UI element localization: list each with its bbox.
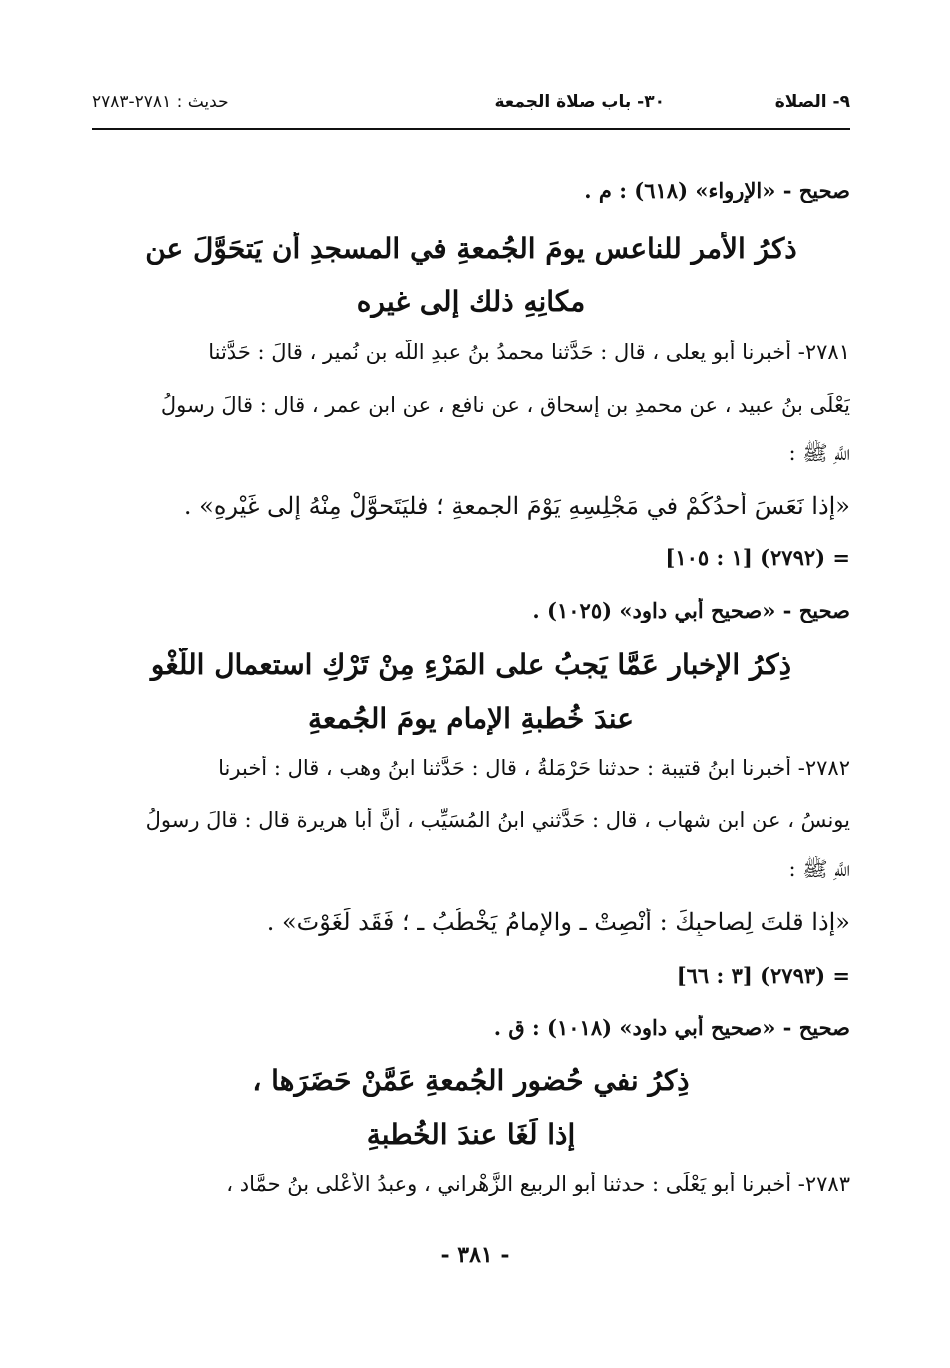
- grading-line: صحيح - «صحيح أبي داود» (١٠١٨) : ق .: [493, 1015, 850, 1040]
- isnad-line: اللَّهِ ﷺ :: [788, 441, 850, 465]
- hadith-text-line: «إذا قلتَ لِصاحبِكَ : أنْصِتْ ـ والإمامُ يَخْطُبُ ـ ؛ فَقَد لَغَوْتَ» .: [266, 908, 850, 936]
- chapter-heading-line: ذِكرُ الإخبارِ عَمَّا يَجبُ على المَرْءِ مِنْ تَرْكِ استعمال اللَّغْوِ: [150, 648, 792, 681]
- running-header: [92, 92, 850, 122]
- page-number: - ٣٨١ -: [440, 1242, 510, 1268]
- isnad-line: ٢٧٨٣- أخبرنا أبو يَعْلَى : حدثنا أبو الربيعِ الزَّهْراني ، وعبدُ الأَعْلى بنُ حمَّاد ،: [226, 1172, 850, 1196]
- hadith-text-line: «إذا نَعَسَ أحدُكُمْ في مَجْلِسِهِ يَوْمَ الجمعةِ ؛ فليَتَحوَّلْ مِنْهُ إلى غَيْرِهِ» .: [183, 492, 850, 520]
- reference-line: = (٢٧٩٣) [٣ : ٦٦]: [676, 963, 850, 988]
- chapter-heading-line: ذكرُ الأمرِ للناعسِ يومَ الجُمعةِ في المسجدِ أن يَتحَوَّلَ عن: [145, 232, 797, 265]
- isnad-line: يَعْلَى بنُ عبيد ، عن محمدِ بن إسحاق ، عن نافعٍ ، عن ابنِ عمر ، قال : قالَ رسولُ: [160, 393, 850, 417]
- isnad-line: ٢٧٨١- أخبرنا أبو يعلى ، قال : حَدَّثنا محمدُ بنُ عبدِ اللَّه بن نُمير ، قالَ : حَدَّثنا: [208, 340, 850, 364]
- grading-line: صحيح - «صحيح أبي داود» (١٠٢٥) .: [532, 598, 850, 623]
- chapter-heading-line: إذا لَغَا عندَ الخُطبةِ: [366, 1118, 576, 1151]
- chapter-heading-line: مكانِهِ ذلك إلى غيره: [356, 285, 586, 318]
- hadith-range: حديث : ٢٧٨١-٢٧٨٣: [92, 92, 229, 112]
- isnad-line: اللَّهِ ﷺ :: [788, 857, 850, 881]
- grading-line: صحيح - «الإرواء» (٦١٨) : م .: [584, 178, 850, 203]
- chapter-heading-line: ذِكرُ نفي حُضورِ الجُمعةِ عَمَّنْ حَضَرَها ،: [252, 1064, 690, 1097]
- isnad-line: ٢٧٨٢- أخبرنا ابنُ قتيبة : حدثنا حَرْمَلةُ ، قال : حَدَّثنا ابنُ وهب ، قال : أخبرنا: [218, 756, 850, 780]
- header-rule: [92, 128, 850, 130]
- chapter-heading-line: عندَ خُطبةِ الإمامِ يومَ الجُمعةِ: [308, 702, 634, 735]
- reference-line: = (٢٧٩٢) [١ : ١٠٥]: [665, 545, 850, 570]
- chapter-title: ٩- الصلاة: [774, 92, 850, 112]
- isnad-line: يونسُ ، عن ابنِ شهاب ، قال : حَدَّثني ابنُ المُسَيِّب ، أنَّ أبا هريرة قال : قالَ رسولُ: [145, 808, 850, 832]
- section-title: ٣٠- باب صلاة الجمعة: [494, 92, 665, 112]
